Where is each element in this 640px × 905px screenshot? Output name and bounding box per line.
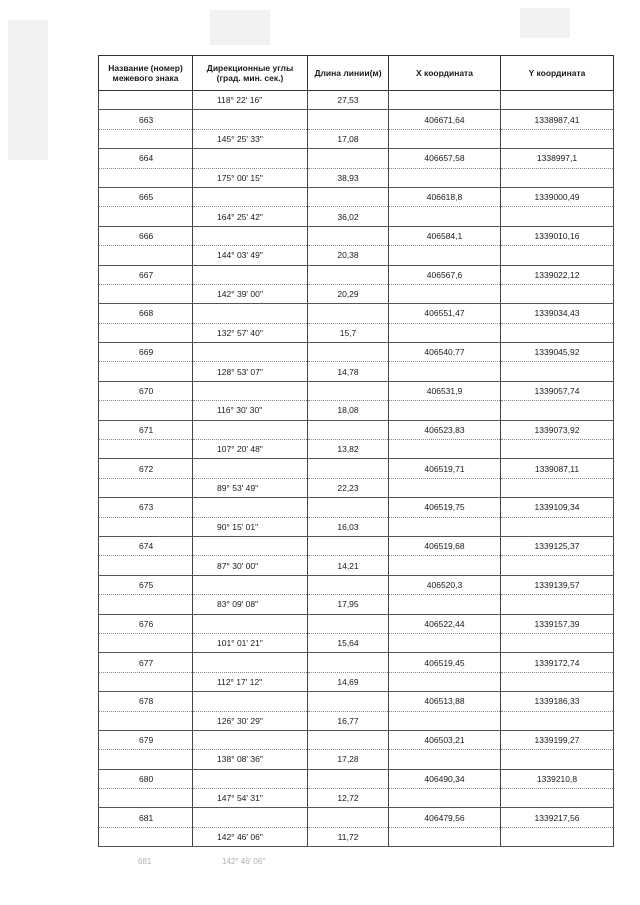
table-row <box>99 381 614 400</box>
x-coordinate-cell: 406584,1 <box>389 226 501 245</box>
direction-angle-cell <box>193 381 308 400</box>
mark-name-cell: 681 <box>99 808 193 827</box>
mark-name-cell: 666 <box>99 226 193 245</box>
mark-name-cell: 671 <box>99 420 193 439</box>
table-row <box>99 556 614 575</box>
table-row <box>99 149 614 168</box>
y-coordinate-cell <box>501 323 614 342</box>
mark-name-cell <box>99 168 193 187</box>
mark-name-cell <box>99 595 193 614</box>
line-length-cell <box>308 187 389 206</box>
line-length-cell <box>308 769 389 788</box>
x-coordinate-cell <box>389 672 501 691</box>
table-row <box>99 226 614 245</box>
line-length-cell: 16,77 <box>308 711 389 730</box>
y-coordinate-cell <box>501 91 614 110</box>
line-length-cell <box>308 381 389 400</box>
line-length-cell <box>308 692 389 711</box>
x-coordinate-cell: 406657,58 <box>389 149 501 168</box>
y-coordinate-cell <box>501 595 614 614</box>
line-length-cell <box>308 110 389 129</box>
y-coordinate-cell: 1339139,57 <box>501 575 614 594</box>
line-length-cell <box>308 420 389 439</box>
x-coordinate-cell: 406618,8 <box>389 187 501 206</box>
table-row <box>99 808 614 827</box>
x-coordinate-cell <box>389 401 501 420</box>
mark-name-cell <box>99 323 193 342</box>
line-length-cell <box>308 653 389 672</box>
x-coordinate-cell: 406567,6 <box>389 265 501 284</box>
y-coordinate-cell <box>501 207 614 226</box>
direction-angle-cell <box>193 614 308 633</box>
mark-name-cell <box>99 362 193 381</box>
direction-angle-cell <box>193 498 308 517</box>
direction-angle-cell <box>193 187 308 206</box>
header-y-coordinate: Y координата <box>501 56 614 91</box>
direction-angle-cell <box>193 420 308 439</box>
y-coordinate-cell <box>501 789 614 808</box>
direction-angle-cell <box>193 653 308 672</box>
table-row <box>99 323 614 342</box>
faint-mark-label: 681 <box>138 857 152 866</box>
table-row <box>99 207 614 226</box>
line-length-cell: 14,78 <box>308 362 389 381</box>
mark-name-cell <box>99 401 193 420</box>
table-row <box>99 284 614 303</box>
header-x-coordinate: X координата <box>389 56 501 91</box>
direction-angle-cell: 116° 30' 30" <box>193 401 308 420</box>
mark-name-cell <box>99 478 193 497</box>
header-line-length: Длина линии(м) <box>308 56 389 91</box>
mark-name-cell <box>99 207 193 226</box>
scan-noise <box>8 20 48 160</box>
direction-angle-cell <box>193 226 308 245</box>
table-row <box>99 750 614 769</box>
x-coordinate-cell: 406671,64 <box>389 110 501 129</box>
x-coordinate-cell: 406540,77 <box>389 343 501 362</box>
line-length-cell: 17,08 <box>308 129 389 148</box>
y-coordinate-cell <box>501 440 614 459</box>
line-length-cell: 18,08 <box>308 401 389 420</box>
mark-name-cell: 680 <box>99 769 193 788</box>
line-length-cell: 27,53 <box>308 91 389 110</box>
direction-angle-cell <box>193 265 308 284</box>
x-coordinate-cell <box>389 323 501 342</box>
y-coordinate-cell: 1339217,56 <box>501 808 614 827</box>
table-header-row <box>99 56 614 91</box>
y-coordinate-cell <box>501 672 614 691</box>
line-length-cell <box>308 265 389 284</box>
table-row <box>99 343 614 362</box>
table-row <box>99 711 614 730</box>
y-coordinate-cell: 1339172,74 <box>501 653 614 672</box>
x-coordinate-cell: 406479,56 <box>389 808 501 827</box>
line-length-cell: 11,72 <box>308 827 389 846</box>
line-length-cell <box>308 536 389 555</box>
y-coordinate-cell: 1339210,8 <box>501 769 614 788</box>
y-coordinate-cell: 1338997,1 <box>501 149 614 168</box>
x-coordinate-cell <box>389 362 501 381</box>
mark-name-cell <box>99 789 193 808</box>
line-length-cell: 17,28 <box>308 750 389 769</box>
x-coordinate-cell <box>389 207 501 226</box>
y-coordinate-cell <box>501 517 614 536</box>
direction-angle-cell <box>193 575 308 594</box>
x-coordinate-cell <box>389 633 501 652</box>
direction-angle-cell: 87° 30' 00" <box>193 556 308 575</box>
x-coordinate-cell: 406519,45 <box>389 653 501 672</box>
mark-name-cell <box>99 556 193 575</box>
boundary-points-table <box>98 55 614 847</box>
line-length-cell: 12,72 <box>308 789 389 808</box>
x-coordinate-cell: 406519,68 <box>389 536 501 555</box>
line-length-cell: 15,64 <box>308 633 389 652</box>
y-coordinate-cell: 1339057,74 <box>501 381 614 400</box>
x-coordinate-cell: 406513,88 <box>389 692 501 711</box>
x-coordinate-cell <box>389 478 501 497</box>
table-row <box>99 536 614 555</box>
table-row <box>99 672 614 691</box>
x-coordinate-cell: 406520,3 <box>389 575 501 594</box>
direction-angle-cell: 90° 15' 01" <box>193 517 308 536</box>
mark-name-cell: 668 <box>99 304 193 323</box>
direction-angle-cell <box>193 459 308 478</box>
table-row <box>99 304 614 323</box>
x-coordinate-cell <box>389 556 501 575</box>
header-direction-angle: Дирекционные углы (град. мин. сек.) <box>193 56 308 91</box>
direction-angle-cell: 126° 30' 29" <box>193 711 308 730</box>
x-coordinate-cell: 406551,47 <box>389 304 501 323</box>
direction-angle-cell: 144° 03' 49" <box>193 246 308 265</box>
line-length-cell <box>308 730 389 749</box>
line-length-cell: 20,38 <box>308 246 389 265</box>
mark-name-cell: 664 <box>99 149 193 168</box>
x-coordinate-cell: 406522,44 <box>389 614 501 633</box>
direction-angle-cell <box>193 149 308 168</box>
y-coordinate-cell: 1339073,92 <box>501 420 614 439</box>
y-coordinate-cell <box>501 129 614 148</box>
direction-angle-cell: 83° 09' 08" <box>193 595 308 614</box>
table-row <box>99 730 614 749</box>
direction-angle-cell <box>193 110 308 129</box>
table-row <box>99 517 614 536</box>
y-coordinate-cell <box>501 478 614 497</box>
line-length-cell: 22,23 <box>308 478 389 497</box>
line-length-cell: 14,69 <box>308 672 389 691</box>
table-row <box>99 595 614 614</box>
y-coordinate-cell: 1339022,12 <box>501 265 614 284</box>
mark-name-cell: 673 <box>99 498 193 517</box>
direction-angle-cell <box>193 769 308 788</box>
direction-angle-cell <box>193 536 308 555</box>
direction-angle-cell: 142° 46' 06" <box>193 827 308 846</box>
y-coordinate-cell <box>501 246 614 265</box>
y-coordinate-cell: 1339157,39 <box>501 614 614 633</box>
line-length-cell: 15,7 <box>308 323 389 342</box>
mark-name-cell <box>99 284 193 303</box>
line-length-cell <box>308 808 389 827</box>
x-coordinate-cell: 406523,83 <box>389 420 501 439</box>
y-coordinate-cell: 1339010,16 <box>501 226 614 245</box>
y-coordinate-cell: 1339199,27 <box>501 730 614 749</box>
direction-angle-cell: 145° 25' 33" <box>193 129 308 148</box>
mark-name-cell <box>99 672 193 691</box>
x-coordinate-cell <box>389 711 501 730</box>
line-length-cell <box>308 304 389 323</box>
direction-angle-cell <box>193 304 308 323</box>
x-coordinate-cell <box>389 168 501 187</box>
line-length-cell <box>308 498 389 517</box>
x-coordinate-cell: 406519,71 <box>389 459 501 478</box>
line-length-cell <box>308 459 389 478</box>
line-length-cell: 13,82 <box>308 440 389 459</box>
table-row <box>99 168 614 187</box>
direction-angle-cell: 101° 01' 21" <box>193 633 308 652</box>
x-coordinate-cell <box>389 440 501 459</box>
direction-angle-cell <box>193 692 308 711</box>
direction-angle-cell: 147° 54' 31" <box>193 789 308 808</box>
y-coordinate-cell <box>501 401 614 420</box>
mark-name-cell <box>99 827 193 846</box>
line-length-cell: 20,29 <box>308 284 389 303</box>
direction-angle-cell: 132° 57' 40" <box>193 323 308 342</box>
x-coordinate-cell <box>389 750 501 769</box>
table-row <box>99 401 614 420</box>
line-length-cell <box>308 149 389 168</box>
mark-name-cell: 678 <box>99 692 193 711</box>
table-row <box>99 110 614 129</box>
mark-name-cell <box>99 517 193 536</box>
table-row <box>99 265 614 284</box>
mark-name-cell <box>99 633 193 652</box>
direction-angle-cell: 118° 22' 16" <box>193 91 308 110</box>
mark-name-cell: 679 <box>99 730 193 749</box>
y-coordinate-cell <box>501 827 614 846</box>
scan-noise <box>520 8 570 38</box>
table-row <box>99 614 614 633</box>
line-length-cell <box>308 575 389 594</box>
table-row <box>99 498 614 517</box>
y-coordinate-cell: 1339034,43 <box>501 304 614 323</box>
mark-name-cell: 667 <box>99 265 193 284</box>
y-coordinate-cell <box>501 284 614 303</box>
x-coordinate-cell: 406490,34 <box>389 769 501 788</box>
table-row <box>99 789 614 808</box>
table-row <box>99 653 614 672</box>
mark-name-cell <box>99 750 193 769</box>
direction-angle-cell: 89° 53' 49" <box>193 478 308 497</box>
mark-name-cell <box>99 91 193 110</box>
table-row <box>99 769 614 788</box>
x-coordinate-cell <box>389 517 501 536</box>
table-row <box>99 459 614 478</box>
y-coordinate-cell: 1339000,49 <box>501 187 614 206</box>
direction-angle-cell: 138° 08' 36" <box>193 750 308 769</box>
header-mark-name: Название (номер) межевого знака <box>99 56 193 91</box>
faint-angle-label: 142° 46' 06" <box>222 857 266 866</box>
mark-name-cell: 676 <box>99 614 193 633</box>
table-row <box>99 575 614 594</box>
direction-angle-cell <box>193 343 308 362</box>
direction-angle-cell: 112° 17' 12" <box>193 672 308 691</box>
table-row <box>99 633 614 652</box>
table-row <box>99 420 614 439</box>
table-row <box>99 478 614 497</box>
mark-name-cell: 672 <box>99 459 193 478</box>
line-length-cell <box>308 614 389 633</box>
mark-name-cell <box>99 129 193 148</box>
line-length-cell: 36,02 <box>308 207 389 226</box>
y-coordinate-cell <box>501 168 614 187</box>
table-row <box>99 91 614 110</box>
line-length-cell: 38,93 <box>308 168 389 187</box>
mark-name-cell <box>99 711 193 730</box>
mark-name-cell <box>99 440 193 459</box>
line-length-cell <box>308 343 389 362</box>
y-coordinate-cell: 1339125,37 <box>501 536 614 555</box>
y-coordinate-cell: 1339045,92 <box>501 343 614 362</box>
x-coordinate-cell <box>389 246 501 265</box>
x-coordinate-cell: 406531,9 <box>389 381 501 400</box>
direction-angle-cell <box>193 808 308 827</box>
mark-name-cell: 674 <box>99 536 193 555</box>
table-row <box>99 129 614 148</box>
x-coordinate-cell <box>389 129 501 148</box>
y-coordinate-cell: 1339186,33 <box>501 692 614 711</box>
table-body <box>99 91 614 847</box>
y-coordinate-cell <box>501 633 614 652</box>
table-row <box>99 246 614 265</box>
table-row <box>99 440 614 459</box>
x-coordinate-cell <box>389 595 501 614</box>
y-coordinate-cell <box>501 556 614 575</box>
y-coordinate-cell <box>501 750 614 769</box>
x-coordinate-cell <box>389 789 501 808</box>
direction-angle-cell <box>193 730 308 749</box>
x-coordinate-cell <box>389 284 501 303</box>
mark-name-cell: 670 <box>99 381 193 400</box>
mark-name-cell: 663 <box>99 110 193 129</box>
direction-angle-cell: 107° 20' 48" <box>193 440 308 459</box>
x-coordinate-cell: 406519,75 <box>389 498 501 517</box>
mark-name-cell: 669 <box>99 343 193 362</box>
x-coordinate-cell <box>389 91 501 110</box>
y-coordinate-cell: 1339109,34 <box>501 498 614 517</box>
line-length-cell: 14,21 <box>308 556 389 575</box>
direction-angle-cell: 175° 00' 15" <box>193 168 308 187</box>
y-coordinate-cell: 1338987,41 <box>501 110 614 129</box>
x-coordinate-cell: 406503,21 <box>389 730 501 749</box>
scan-noise <box>210 10 270 45</box>
y-coordinate-cell <box>501 362 614 381</box>
y-coordinate-cell: 1339087,11 <box>501 459 614 478</box>
table-row <box>99 362 614 381</box>
table-row <box>99 827 614 846</box>
line-length-cell: 17,95 <box>308 595 389 614</box>
mark-name-cell: 675 <box>99 575 193 594</box>
table-row <box>99 187 614 206</box>
mark-name-cell <box>99 246 193 265</box>
line-length-cell: 16,03 <box>308 517 389 536</box>
table-row <box>99 692 614 711</box>
x-coordinate-cell <box>389 827 501 846</box>
direction-angle-cell: 142° 39' 00" <box>193 284 308 303</box>
line-length-cell <box>308 226 389 245</box>
direction-angle-cell: 128° 53' 07" <box>193 362 308 381</box>
y-coordinate-cell <box>501 711 614 730</box>
mark-name-cell: 677 <box>99 653 193 672</box>
direction-angle-cell: 164° 25' 42" <box>193 207 308 226</box>
mark-name-cell: 665 <box>99 187 193 206</box>
